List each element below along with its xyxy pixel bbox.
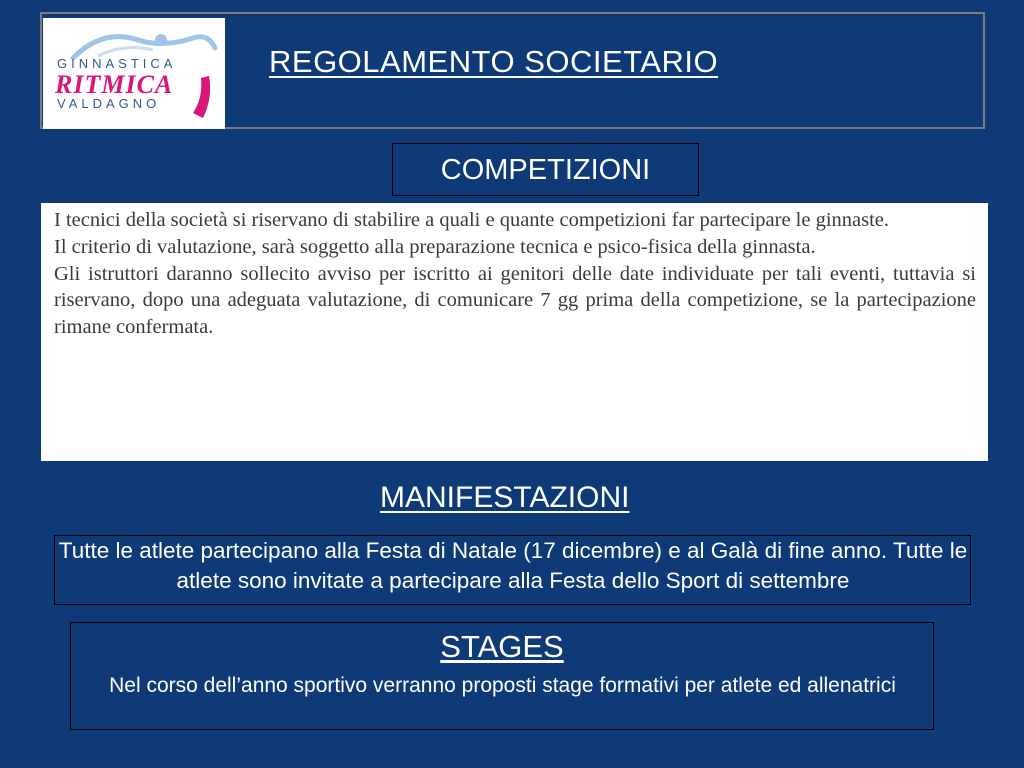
- logo-line-ritmica: RITMICA: [55, 70, 174, 99]
- club-logo: [43, 18, 225, 129]
- competizioni-paragraph: Gli istruttori daranno sollecito avviso per iscritto ai genitori delle date individuate per tali eventi, tuttavia si riservano, dopo una adeguata valutazione, di comunicare 7 gg prima della competizione, se la partecipazione rimane confermata.: [54, 262, 976, 339]
- page-title: REGOLAMENTO SOCIETARIO: [269, 44, 719, 79]
- logo-line-valdagno: VALDAGNO: [57, 96, 161, 111]
- competizioni-paragraph: I tecnici della società si riservano di stabilire a quali e quante competizioni far partecipare le ginnaste.: [54, 209, 890, 231]
- header-box: [40, 12, 985, 129]
- competizioni-text: [54, 207, 976, 341]
- stages-text: Nel corso dell’anno sportivo verranno proposti stage formativi per atlete ed allenatrici: [109, 674, 896, 697]
- competizioni-heading: COMPETIZIONI: [392, 143, 699, 196]
- manifestazioni-heading: MANIFESTAZIONI: [380, 481, 630, 514]
- manifestazioni-text: Tutte le atlete partecipano alla Festa di Natale (17 dicembre) e al Galà di fine anno. Tutte le atlete sono invitate a partecipare alla Festa dello Sport di settembre: [58, 538, 968, 593]
- logo-line-ginnastica: GINNASTICA: [57, 56, 177, 71]
- competizioni-document-panel: [41, 203, 988, 461]
- stages-heading: STAGES: [440, 629, 564, 664]
- competizioni-paragraph: Il criterio di valutazione, sarà soggetto alla preparazione tecnica e psico-fisica della ginnasta.: [54, 235, 816, 258]
